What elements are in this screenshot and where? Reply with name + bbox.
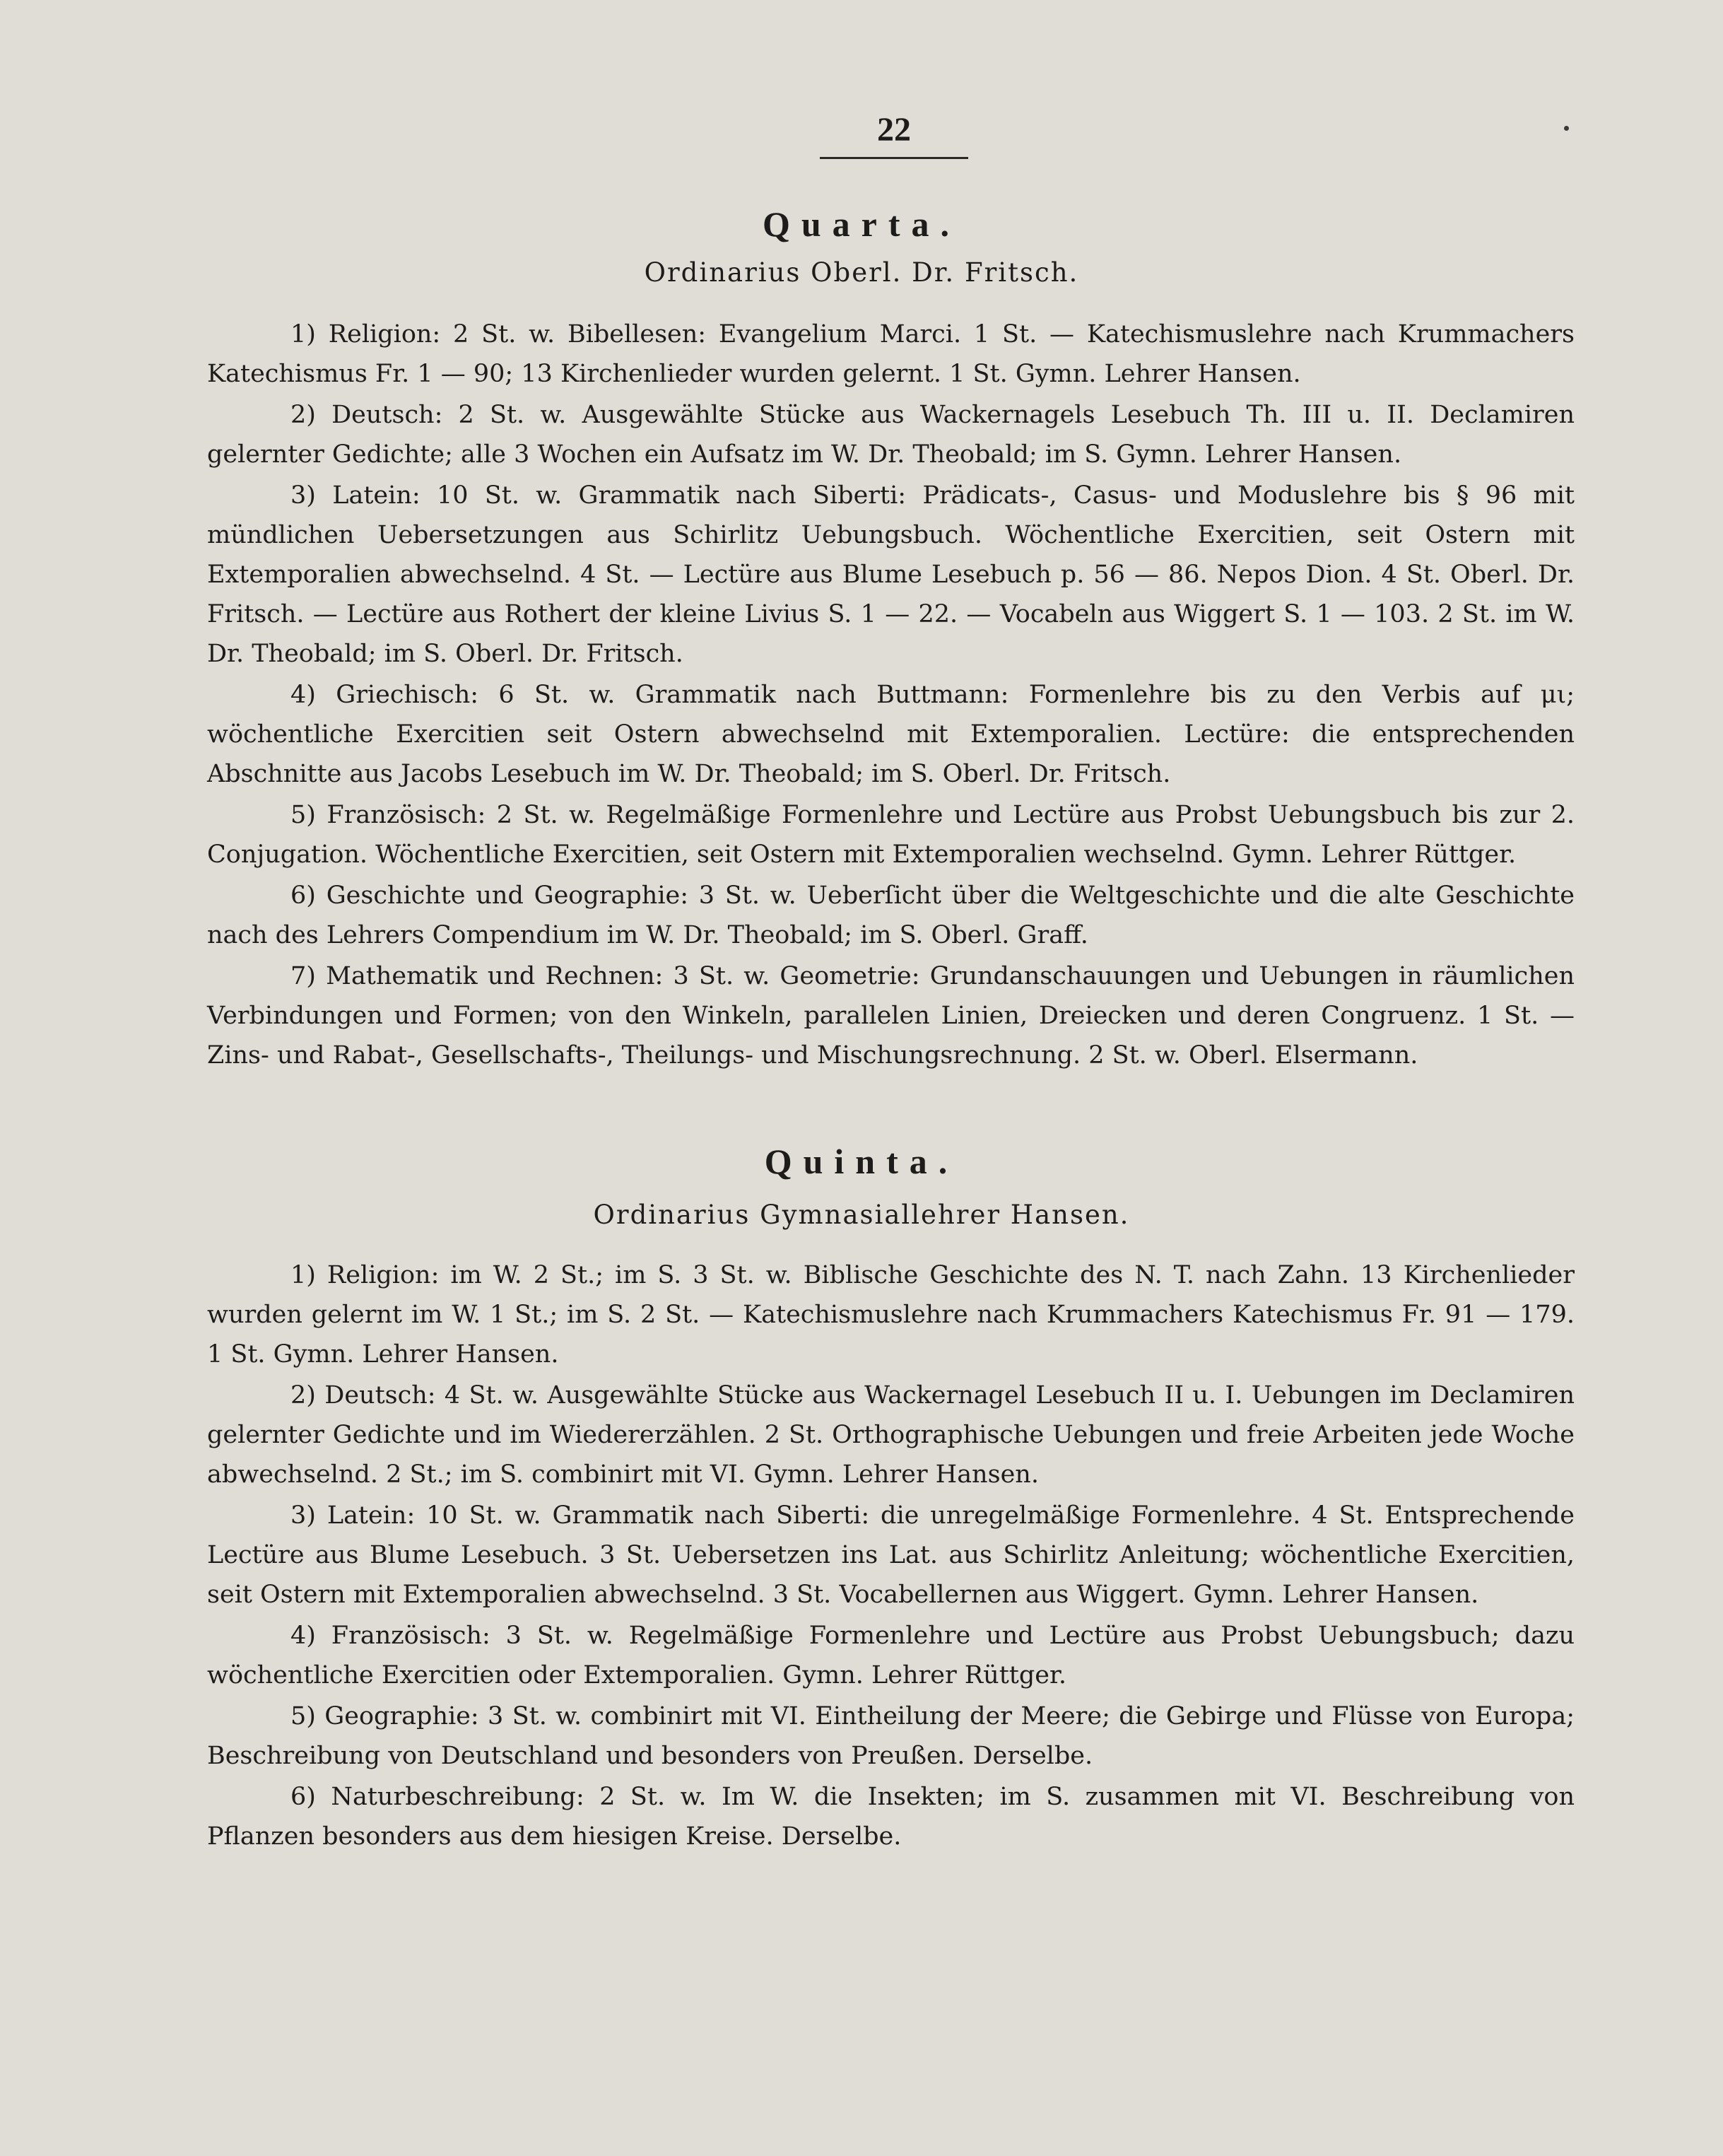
paragraph-religion: 1) Religion: im W. 2 St.; im S. 3 St. w. Biblische Geschichte des N. T. nach Zahn. 13 Kirchenlieder wurden gelernt im W. 1 St.; im S. 2 St. — Katechismuslehre nach Krummachers Katechismus Fr. 91 — 179. 1 St. Gymn. Lehrer Hansen. [207, 1261, 1575, 1369]
paragraph-naturbeschreibung: 6) Naturbeschreibung: 2 St. w. Im W. die Insekten; im S. zusammen mit VI. Beschreibung von Pflanzen besonders aus dem hiesigen Kreise. Derselbe. [207, 1783, 1575, 1851]
section-title-quinta: Quinta. [764, 1142, 959, 1181]
paragraph-latein: 3) Latein: 10 St. w. Grammatik nach Siberti: Prädicats-, Casus- und Moduslehre bis § 96 mit mündlichen Uebersetzungen aus Schirlitz Uebungsbuch. Wöchentliche Exercitien, seit Ostern mit Extemporalien abwechselnd. 4 St. — Lectüre aus Blume Lesebuch p. 56 — 86. Nepos Dion. 4 St. Oberl. Dr. Fritsch. — Lectüre aus Rothert der kleine Livius S. 1 — 22. — Vocabeln aus Wiggert S. 1 — 103. 2 St. im W. Dr. Theobald; im S. Oberl. Dr. Fritsch. [207, 481, 1575, 668]
paragraph-geschichte: 6) Geschichte und Geographie: 3 St. w. Ueberſicht über die Weltgeschichte und die alte Geschichte nach des Lehrers Compendium im W. Dr. Theobald; im S. Oberl. Graff. [207, 881, 1575, 949]
section-body-quinta [207, 1255, 1575, 1858]
section-title-quarta: Quarta. [762, 204, 961, 244]
section-ordinarius-quarta: Ordinarius Oberl. Dr. Fritsch. [644, 257, 1079, 288]
section-body-quarta [207, 315, 1575, 1077]
paragraph-franzoesisch: 5) Französisch: 2 St. w. Regelmäßige Formenlehre und Lectüre aus Probst Uebungsbuch bis zur 2. Conjugation. Wöchentliche Exercitien, seit Ostern mit Extemporalien wechselnd. Gymn. Lehrer Rüttger. [207, 801, 1575, 869]
paragraph-religion: 1) Religion: 2 St. w. Bibellesen: Evangelium Marci. 1 St. — Katechismuslehre nach Krummachers Katechismus Fr. 1 — 90; 13 Kirchenlieder wurden gelernt. 1 St. Gymn. Lehrer Hansen. [207, 320, 1575, 388]
section-ordinarius-quinta: Ordinarius Gymnasiallehrer Hansen. [593, 1200, 1130, 1230]
paragraph-geographie: 5) Geographie: 3 St. w. combinirt mit VI. Eintheilung der Meere; die Gebirge und Flüsse von Europa; Beschreibung von Deutschland und besonders von Preußen. Derselbe. [207, 1702, 1575, 1770]
ink-dot [1564, 126, 1569, 131]
paragraph-deutsch: 2) Deutsch: 2 St. w. Ausgewählte Stücke aus Wackernagels Lesebuch Th. III u. II. Declamiren gelernter Gedichte; alle 3 Wochen ein Aufsatz im W. Dr. Theobald; im S. Gymn. Lehrer Hansen. [207, 401, 1575, 469]
paragraph-mathematik: 7) Mathematik und Rechnen: 3 St. w. Geometrie: Grundanschauungen und Uebungen in räumlichen Verbindungen und Formen; von den Winkeln, parallelen Linien, Dreiecken und deren Congruenz. 1 St. — Zins- und Rabat-, Gesellschafts-, Theilungs- und Mischungsrechnung. 2 St. w. Oberl. Elsermann. [207, 962, 1575, 1070]
paragraph-franzoesisch: 4) Französisch: 3 St. w. Regelmäßige Formenlehre und Lectüre aus Probst Uebungsbuch; dazu wöchentliche Exercitien oder Extemporalien. Gymn. Lehrer Rüttger. [207, 1622, 1575, 1689]
paragraph-latein: 3) Latein: 10 St. w. Grammatik nach Siberti: die unregelmäßige Formenlehre. 4 St. Entsprechende Lectüre aus Blume Lesebuch. 3 St. Uebersetzen ins Lat. aus Schirlitz Anleitung; wöchentliche Exercitien, seit Ostern mit Extemporalien abwechselnd. 3 St. Vocabellernen aus Wiggert. Gymn. Lehrer Hansen. [207, 1501, 1575, 1609]
paragraph-deutsch: 2) Deutsch: 4 St. w. Ausgewählte Stücke aus Wackernagel Lesebuch II u. I. Uebungen im Declamiren gelernter Gedichte und im Wiedererzählen. 2 St. Orthographische Uebungen und freie Arbeiten jede Woche abwechselnd. 2 St.; im S. combinirt mit VI. Gymn. Lehrer Hansen. [207, 1381, 1575, 1489]
paragraph-griechisch: 4) Griechisch: 6 St. w. Grammatik nach Buttmann: Formenlehre bis zu den Verbis auf μι; wöchentliche Exercitien seit Ostern abwechselnd mit Extemporalien. Lectüre: die entsprechenden Abschnitte aus Jacobs Lesebuch im W. Dr. Theobald; im S. Oberl. Dr. Fritsch. [207, 681, 1575, 788]
page-number: 22 [820, 113, 968, 159]
